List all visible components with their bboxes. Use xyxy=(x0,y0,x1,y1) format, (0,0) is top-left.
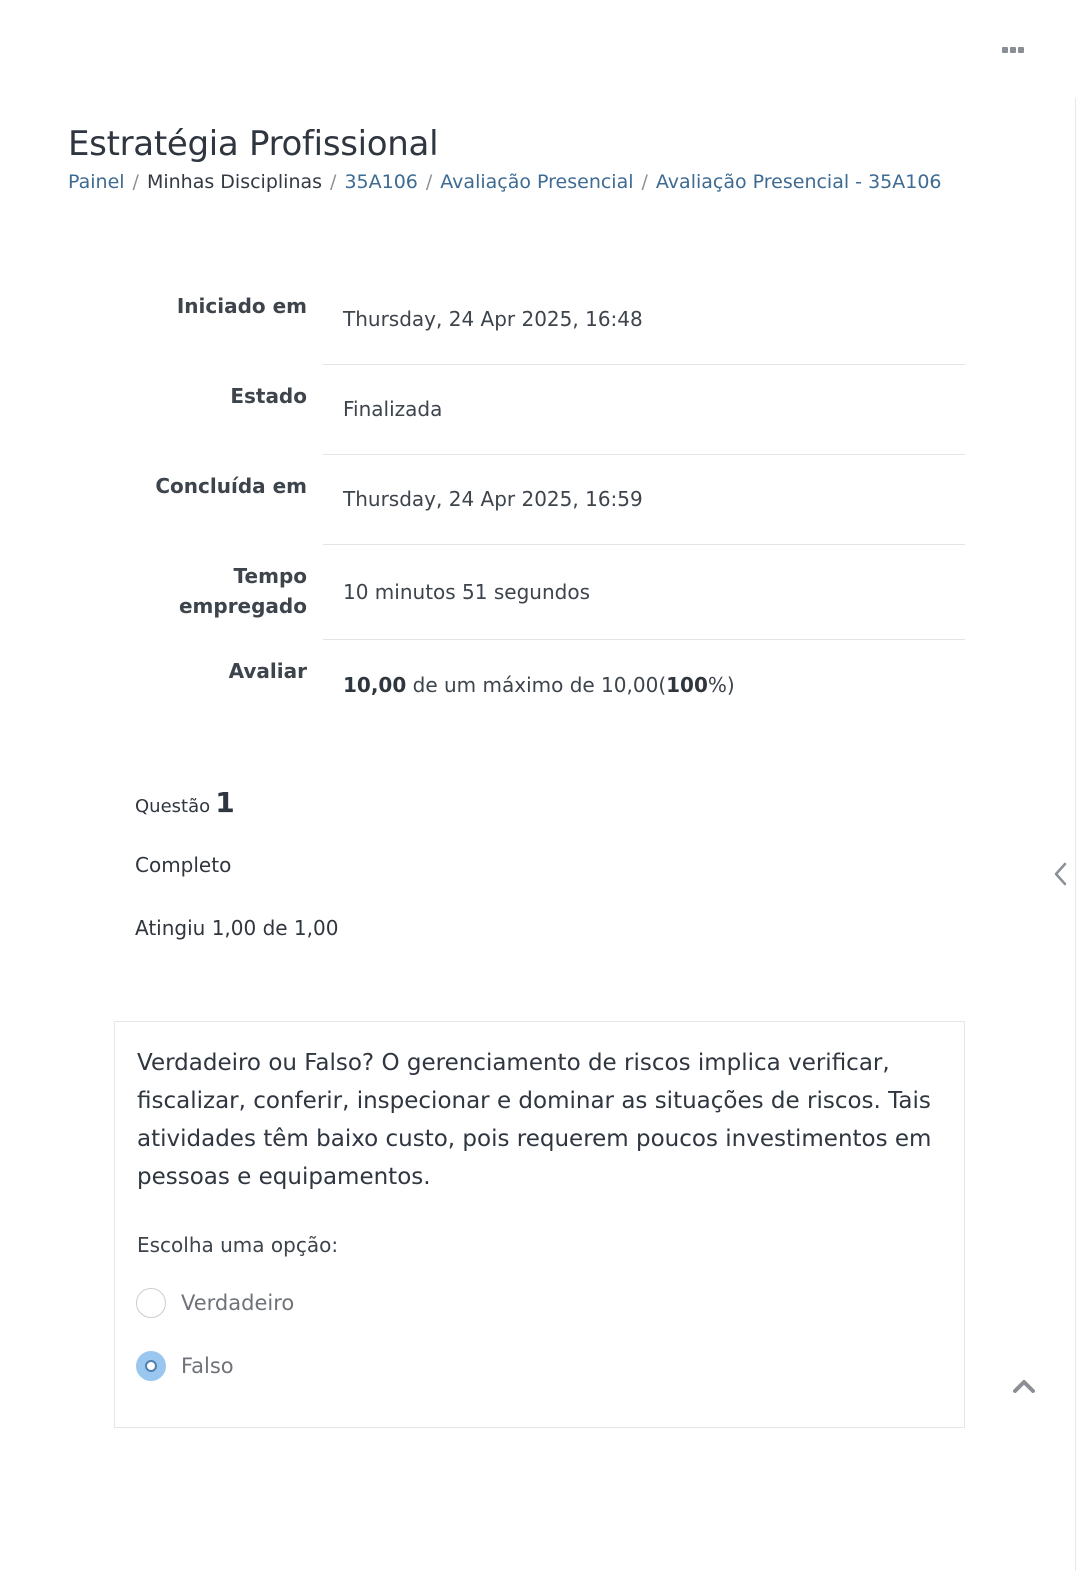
answer-prompt: Escolha uma opção: xyxy=(137,1233,339,1257)
grade-percent: 100 xyxy=(666,673,708,697)
breadcrumb-separator: / xyxy=(132,171,139,193)
time-label-line2: empregado xyxy=(178,594,307,618)
grade-label: Avaliar xyxy=(228,659,307,683)
state-value: Finalizada xyxy=(343,397,443,421)
grade-middle: de um máximo de 10,00( xyxy=(406,673,667,697)
completed-label: Concluída em xyxy=(155,474,307,498)
radio-verdadeiro[interactable] xyxy=(136,1288,166,1318)
drawer-edge xyxy=(1075,98,1076,1571)
chevron-left-icon[interactable] xyxy=(1051,861,1071,887)
grade-score: 10,00 xyxy=(343,673,407,697)
state-label: Estado xyxy=(230,384,307,408)
time-label xyxy=(179,561,307,621)
row-divider xyxy=(323,454,965,455)
started-value: Thursday, 24 Apr 2025, 16:48 xyxy=(343,307,643,331)
breadcrumb xyxy=(68,171,942,193)
radio-falso-selected[interactable] xyxy=(136,1351,166,1381)
question-state: Completo xyxy=(135,853,232,877)
breadcrumb-quiz[interactable]: Avaliação Presencial - 35A106 xyxy=(655,171,942,193)
question-number-value: 1 xyxy=(215,786,235,819)
question-mark: Atingiu 1,00 de 1,00 xyxy=(135,916,339,940)
option-label-verdadeiro[interactable]: Verdadeiro xyxy=(181,1291,295,1315)
started-label: Iniciado em xyxy=(176,294,307,318)
breadcrumb-separator: / xyxy=(641,171,648,193)
option-verdadeiro[interactable] xyxy=(136,1287,294,1319)
row-divider xyxy=(323,544,965,545)
row-divider xyxy=(323,639,965,640)
breadcrumb-separator: / xyxy=(330,171,337,193)
breadcrumb-section[interactable]: Avaliação Presencial xyxy=(440,171,634,193)
grade-value xyxy=(343,673,735,697)
completed-value: Thursday, 24 Apr 2025, 16:59 xyxy=(343,487,643,511)
option-falso[interactable] xyxy=(136,1350,234,1382)
time-value: 10 minutos 51 segundos xyxy=(343,580,590,604)
question-label: Questão xyxy=(135,796,211,817)
grade-suffix: %) xyxy=(707,673,735,697)
time-label-line1: Tempo xyxy=(233,564,307,588)
option-label-falso[interactable]: Falso xyxy=(181,1354,234,1378)
chevron-up-icon[interactable] xyxy=(1010,1374,1038,1396)
breadcrumb-painel[interactable]: Painel xyxy=(68,171,125,193)
breadcrumb-minhas-disciplinas: Minhas Disciplinas xyxy=(146,171,323,193)
question-content-box xyxy=(114,1021,965,1428)
page-title: Estratégia Profissional xyxy=(68,124,439,164)
question-number xyxy=(135,786,235,819)
more-options-icon[interactable] xyxy=(999,43,1027,57)
question-text: Verdadeiro ou Falso? O gerenciamento de riscos implica verificar, fiscalizar, conferir, inspecionar e dominar as situações de riscos. Tais atividades têm baixo custo, pois requerem poucos investimentos em pessoas e equipamentos. xyxy=(137,1050,932,1190)
row-divider xyxy=(323,364,965,365)
breadcrumb-course[interactable]: 35A106 xyxy=(344,171,418,193)
breadcrumb-separator: / xyxy=(425,171,433,193)
